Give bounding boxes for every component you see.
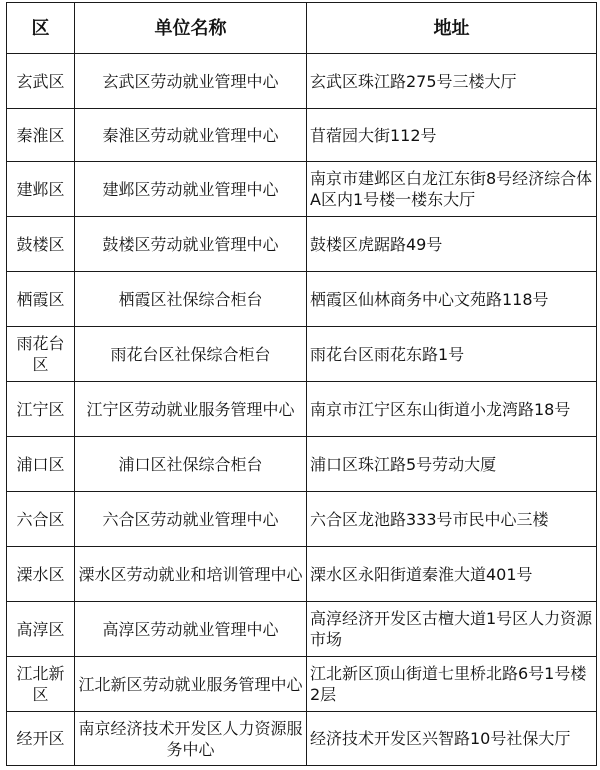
header-row bbox=[7, 3, 597, 54]
address-cell: 栖霞区仙林商务中心文苑路118号 bbox=[307, 272, 597, 327]
district-cell: 建邺区 bbox=[7, 162, 75, 217]
district-cell: 秦淮区 bbox=[7, 109, 75, 162]
district-cell: 江宁区 bbox=[7, 382, 75, 437]
table-row bbox=[7, 712, 597, 766]
header-address: 地址 bbox=[307, 3, 597, 54]
district-cell: 栖霞区 bbox=[7, 272, 75, 327]
address-cell: 江北新区顶山街道七里桥北路6号1号楼2层 bbox=[307, 657, 597, 712]
address-cell: 南京市建邺区白龙江东街8号经济综合体A区内1号楼一楼东大厅 bbox=[307, 162, 597, 217]
district-cell: 高淳区 bbox=[7, 602, 75, 657]
table-row bbox=[7, 109, 597, 162]
address-cell: 经济技术开发区兴智路10号社保大厅 bbox=[307, 712, 597, 766]
address-cell: 鼓楼区虎踞路49号 bbox=[307, 217, 597, 272]
district-cell: 浦口区 bbox=[7, 437, 75, 492]
unit-cell: 栖霞区社保综合柜台 bbox=[75, 272, 307, 327]
table-row bbox=[7, 382, 597, 437]
unit-cell: 雨花台区社保综合柜台 bbox=[75, 327, 307, 382]
table-row bbox=[7, 54, 597, 109]
table-row bbox=[7, 437, 597, 492]
address-cell: 玄武区珠江路275号三楼大厅 bbox=[307, 54, 597, 109]
table-row bbox=[7, 657, 597, 712]
address-cell: 浦口区珠江路5号劳动大厦 bbox=[307, 437, 597, 492]
district-cell: 江北新区 bbox=[7, 657, 75, 712]
table-row bbox=[7, 217, 597, 272]
address-cell: 雨花台区雨花东路1号 bbox=[307, 327, 597, 382]
district-cell: 溧水区 bbox=[7, 547, 75, 602]
address-cell: 高淳经济开发区古檀大道1号区人力资源市场 bbox=[307, 602, 597, 657]
unit-cell: 玄武区劳动就业管理中心 bbox=[75, 54, 307, 109]
unit-cell: 江宁区劳动就业服务管理中心 bbox=[75, 382, 307, 437]
header-district: 区 bbox=[7, 3, 75, 54]
table-row bbox=[7, 162, 597, 217]
address-cell: 苜蓿园大街112号 bbox=[307, 109, 597, 162]
table-row bbox=[7, 327, 597, 382]
unit-cell: 南京经济技术开发区人力资源服务中心 bbox=[75, 712, 307, 766]
unit-cell: 秦淮区劳动就业管理中心 bbox=[75, 109, 307, 162]
address-cell: 南京市江宁区东山街道小龙湾路18号 bbox=[307, 382, 597, 437]
district-cell: 经开区 bbox=[7, 712, 75, 766]
district-cell: 雨花台区 bbox=[7, 327, 75, 382]
address-cell: 溧水区永阳街道秦淮大道401号 bbox=[307, 547, 597, 602]
table-row bbox=[7, 547, 597, 602]
unit-cell: 鼓楼区劳动就业管理中心 bbox=[75, 217, 307, 272]
table-row bbox=[7, 492, 597, 547]
unit-cell: 溧水区劳动就业和培训管理中心 bbox=[75, 547, 307, 602]
unit-cell: 江北新区劳动就业服务管理中心 bbox=[75, 657, 307, 712]
table-row bbox=[7, 272, 597, 327]
header-unit: 单位名称 bbox=[75, 3, 307, 54]
unit-cell: 高淳区劳动就业管理中心 bbox=[75, 602, 307, 657]
address-cell: 六合区龙池路333号市民中心三楼 bbox=[307, 492, 597, 547]
table-row bbox=[7, 602, 597, 657]
district-cell: 鼓楼区 bbox=[7, 217, 75, 272]
district-cell: 玄武区 bbox=[7, 54, 75, 109]
district-cell: 六合区 bbox=[7, 492, 75, 547]
unit-cell: 建邺区劳动就业管理中心 bbox=[75, 162, 307, 217]
office-table bbox=[6, 2, 597, 766]
unit-cell: 浦口区社保综合柜台 bbox=[75, 437, 307, 492]
unit-cell: 六合区劳动就业管理中心 bbox=[75, 492, 307, 547]
